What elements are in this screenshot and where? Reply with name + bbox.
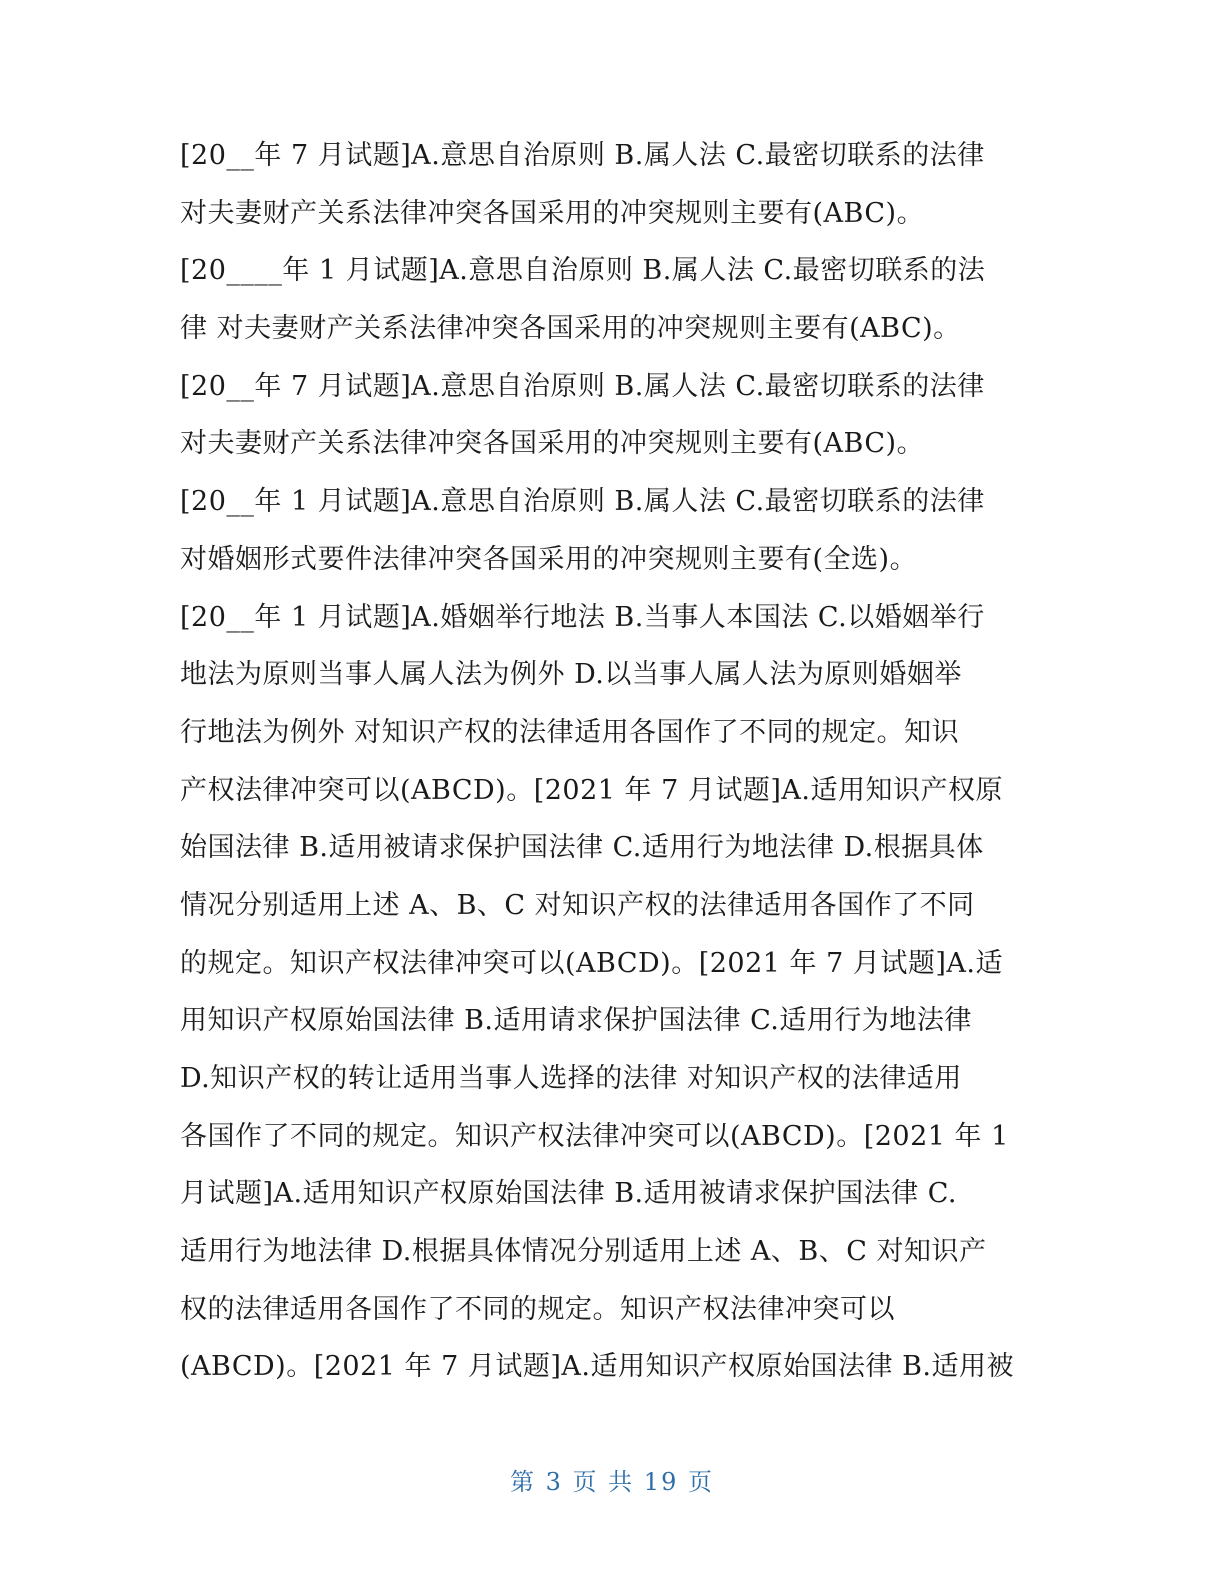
text-line: 适用行为地法律 D.根据具体情况分别适用上述 A、B、C 对知识产 — [180, 1236, 987, 1268]
text-line: 月试题]A.适用知识产权原始国法律 B.适用被请求保护国法律 C. — [180, 1178, 957, 1210]
text-line: D.知识产权的转让适用当事人选择的法律 对知识产权的法律适用 — [180, 1063, 962, 1094]
text-line: [20__年 1 月试题]A.意思自治原则 B.属人法 C.最密切联系的法律 — [180, 486, 985, 518]
text-line: [20____年 1 月试题]A.意思自治原则 B.属人法 C.最密切联系的法 — [180, 255, 986, 287]
text-line: 各国作了不同的规定。知识产权法律冲突可以(ABCD)。[2021 年 1 — [180, 1120, 1009, 1152]
text-line: 用知识产权原始国法律 B.适用请求保护国法律 C.适用行为地法律 — [180, 1005, 972, 1037]
text-line: 始国法律 B.适用被请求保护国法律 C.适用行为地法律 D.根据具体 — [180, 832, 984, 864]
text-line: 对夫妻财产关系法律冲突各国采用的冲突规则主要有(ABC)。 — [180, 197, 925, 229]
text-line: 的规定。知识产权法律冲突可以(ABCD)。[2021 年 7 月试题]A.适 — [180, 947, 1004, 979]
text-line: 行地法为例外 对知识产权的法律适用各国作了不同的规定。知识 — [180, 716, 960, 748]
text-line: (ABCD)。[2021 年 7 月试题]A.适用知识产权原始国法律 B.适用被 — [180, 1351, 1015, 1383]
page-number-footer: 第 3 页 共 19 页 — [510, 1468, 714, 1496]
text-line: 地法为原则当事人属人法为例外 D.以当事人属人法为原则婚姻举 — [180, 659, 962, 691]
text-line: 对夫妻财产关系法律冲突各国采用的冲突规则主要有(ABC)。 — [180, 428, 925, 460]
text-line: 律 对夫妻财产关系法律冲突各国采用的冲突规则主要有(ABC)。 — [180, 313, 961, 345]
document-body — [180, 127, 1046, 1396]
text-line: 产权法律冲突可以(ABCD)。[2021 年 7 月试题]A.适用知识产权原 — [180, 774, 1004, 806]
text-line: [20__年 1 月试题]A.婚姻举行地法 B.当事人本国法 C.以婚姻举行 — [180, 601, 985, 633]
text-line: [20__年 7 月试题]A.意思自治原则 B.属人法 C.最密切联系的法律 — [180, 140, 985, 171]
text-line: [20__年 7 月试题]A.意思自治原则 B.属人法 C.最密切联系的法律 — [180, 370, 985, 402]
text-line: 情况分别适用上述 A、B、C 对知识产权的法律适用各国作了不同 — [180, 889, 975, 921]
text-line: 对婚姻形式要件法律冲突各国采用的冲突规则主要有(全选)。 — [180, 543, 918, 575]
text-line: 权的法律适用各国作了不同的规定。知识产权法律冲突可以 — [180, 1293, 895, 1325]
